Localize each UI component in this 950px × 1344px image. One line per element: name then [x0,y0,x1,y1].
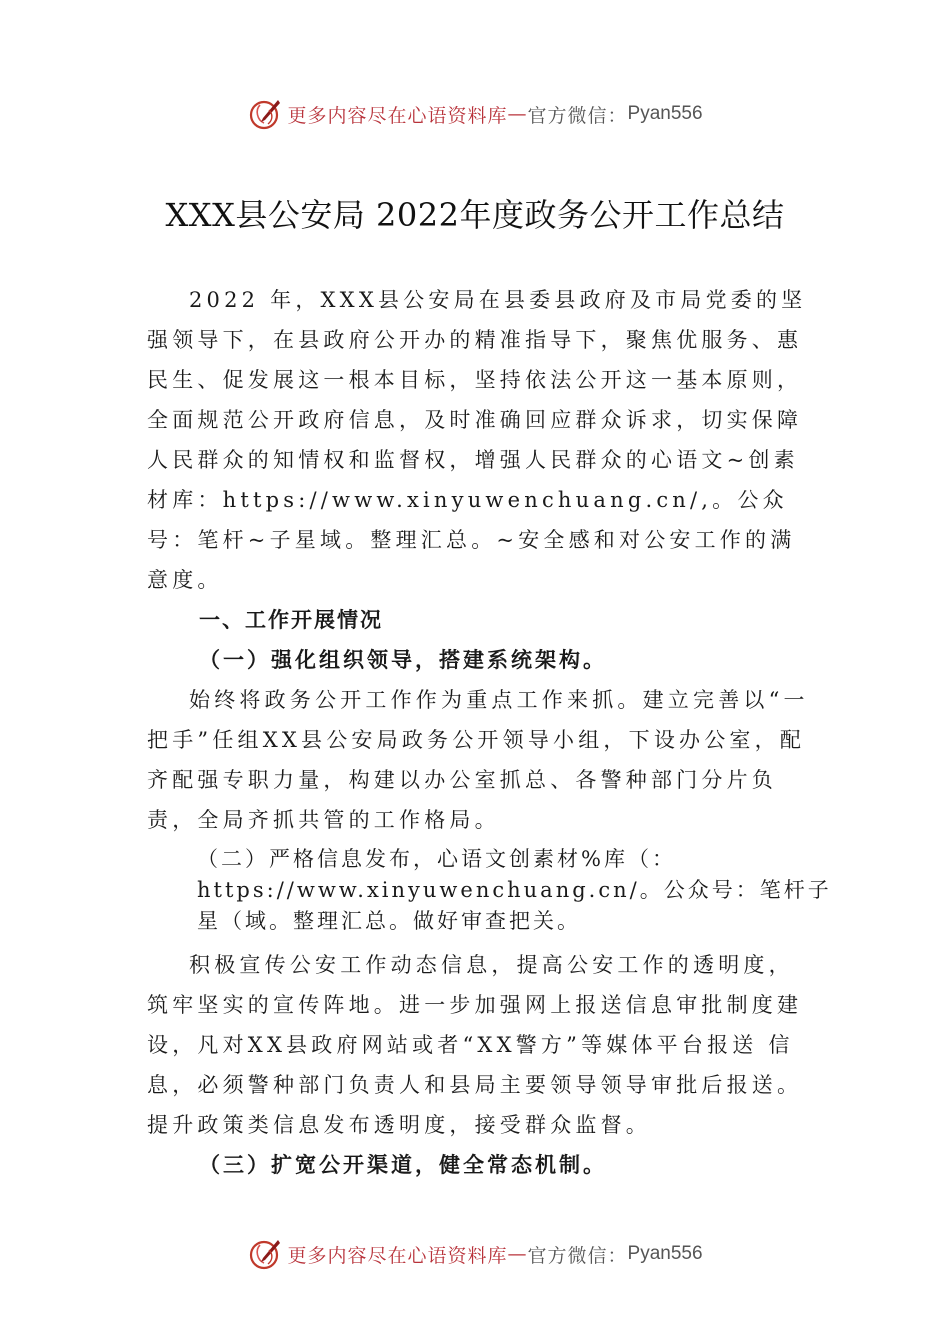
footer-banner [0,1234,950,1274]
document-title: XXX县公安局 2022年度政务公开工作总结 [165,196,785,234]
banner-brand-text: 更多内容尽在心语资料库 [287,1244,508,1267]
subsection-heading-1: （一）强化组织领导，搭建系统架构。 [199,647,607,672]
banner-separator: ： [607,1244,628,1267]
pen-logo-icon [247,96,283,132]
header-banner [0,94,950,134]
banner-account: Pyan556 [627,1243,703,1264]
subsection-heading-3: （三）扩宽公开渠道，健全常态机制。 [199,1152,607,1177]
subsection-body-1: 始终将政务公开工作作为重点工作来抓。建立完善以“一把手”任组XX县公安局政务公开领导小组，下设办公室，配齐配强专职力量，构建以办公室抓总、各警种部门分片负责，全局齐抓共管的工作格局。 [147,688,809,832]
subsection-heading-2: （二）严格信息发布，心语文创素材%库（：https://www.xinyuwenchuang.cn/。公众号：笔杆子星（域。整理汇总。做好审查把关。 [197,847,832,933]
banner-dash: — [507,1243,528,1265]
pen-logo-icon [247,1236,283,1272]
banner-account: Pyan556 [627,103,703,124]
banner-wechat-label: 官方微信 [527,104,608,127]
banner-brand-text: 更多内容尽在心语资料库 [287,104,508,127]
banner-dash: — [507,103,528,125]
document-body [147,280,832,1185]
banner-separator: ： [607,104,628,127]
subsection-body-2: 积极宣传公安工作动态信息，提高公安工作的透明度，筑牢坚实的宣传阵地。进一步加强网上报送信息审批制度建设，凡对XX县政府网站或者“XX警方”等媒体平台报送 信息，必须警种部门负责人和县局主要领导领导审批后报送。提升政策类信息发布透明度，接受群众监督。 [147,953,803,1137]
section-heading: 一、工作开展情况 [199,608,383,632]
banner-wechat-label: 官方微信 [527,1244,608,1267]
intro-paragraph: 2022 年，XXX县公安局在县委县政府及市局党委的坚强领导下，在县政府公开办的精准指导下，聚焦优服务、惠民生、促发展这一根本目标，坚持依法公开这一基本原则，全面规范公开政府信息，及时准确回应群众诉求，切实保障人民群众的知情权和监督权，增强人民群众的心语文~创素材库：https://www.xinyuwenchuang.cn/,。公众号：笔杆~子星域。整理汇总。~安全感和对公安工作的满意度。 [147,288,807,592]
